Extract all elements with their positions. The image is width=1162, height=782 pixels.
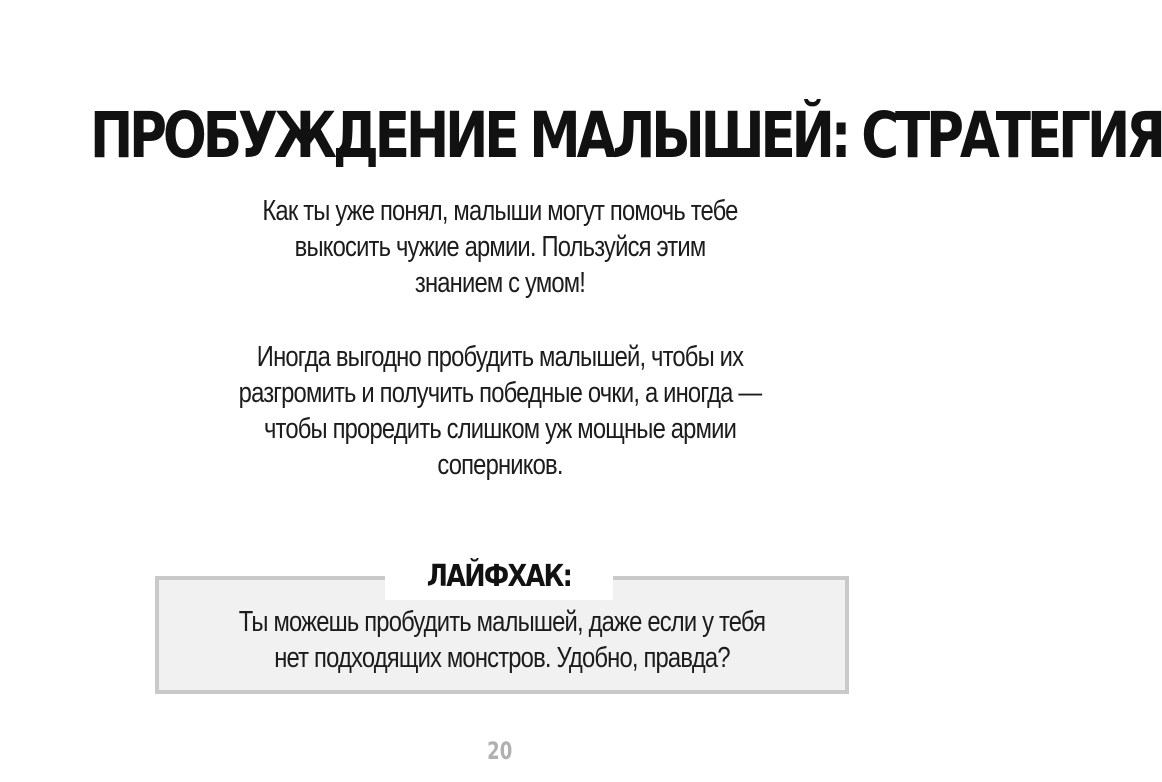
paragraph-line: выкосить чужие армии. Пользуйся этим bbox=[294, 231, 706, 263]
page-title: ПРОБУЖДЕНИЕ МАЛЫШЕЙ: СТРАТЕГИЯ bbox=[90, 99, 1162, 173]
intro-paragraph bbox=[130, 193, 870, 301]
paragraph-line: Как ты уже понял, малыши могут помочь тебе bbox=[262, 195, 738, 227]
lifehack-line: нет подходящих монстров. Удобно, правда? bbox=[274, 642, 730, 674]
page-number-text: 20 bbox=[487, 737, 513, 765]
lifehack-label bbox=[385, 554, 613, 600]
paragraph-line: знанием с умом! bbox=[414, 267, 586, 299]
lifehack-line: Ты можешь пробудить малышей, даже если у тебя bbox=[238, 606, 766, 638]
lifehack-text bbox=[155, 604, 849, 676]
strategy-paragraph bbox=[130, 339, 870, 483]
paragraph-line: Иногда выгодно пробудить малышей, чтобы их bbox=[256, 341, 744, 373]
lifehack-label-text: ЛАЙФХАК: bbox=[426, 559, 572, 594]
paragraph-line: разгромить и получить победные очки, а иногда — bbox=[238, 377, 762, 409]
page-number bbox=[0, 736, 1000, 766]
paragraph-line: соперников. bbox=[437, 449, 563, 481]
paragraph-line: чтобы проредить слишком уж мощные армии bbox=[263, 413, 737, 445]
